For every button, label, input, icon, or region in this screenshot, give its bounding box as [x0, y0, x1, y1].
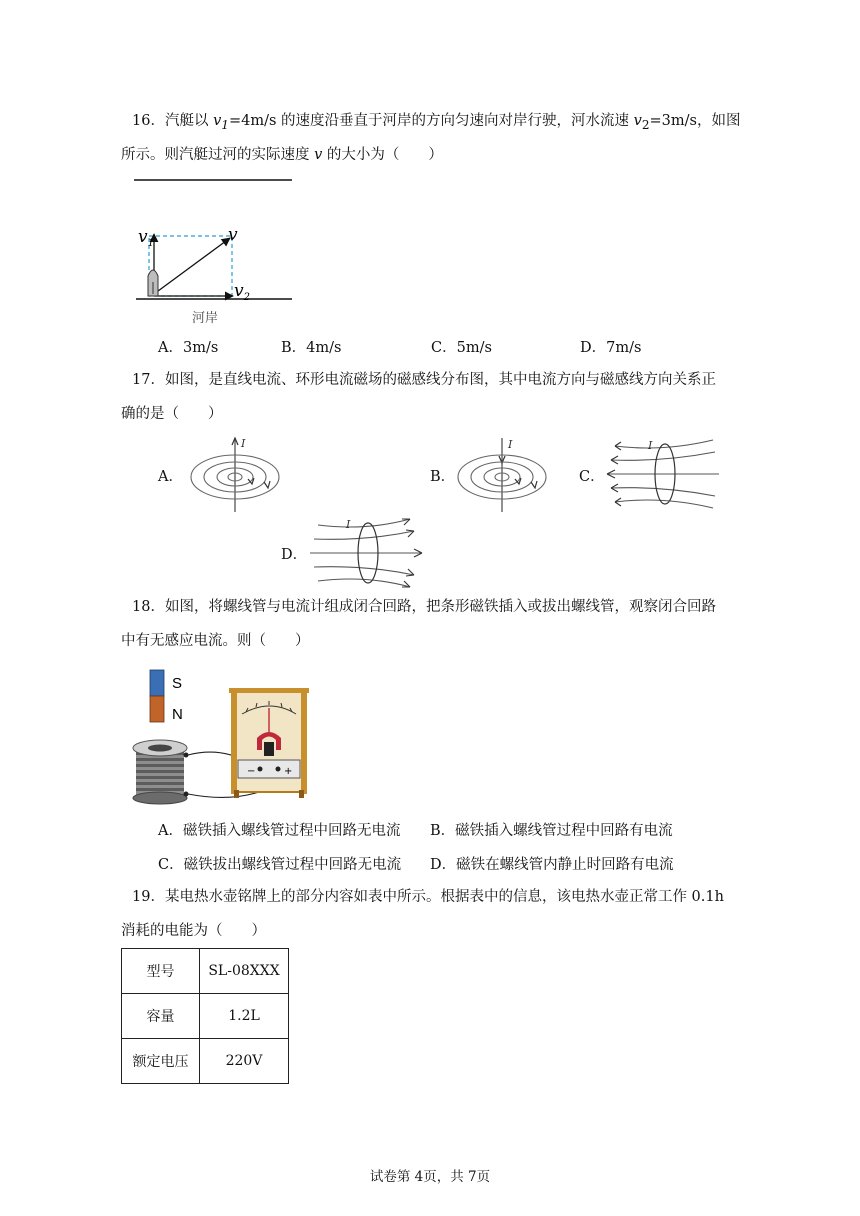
table-cell: 型号 — [122, 949, 200, 994]
q18-option-c[interactable]: C．磁铁拔出螺线管过程中回路无电流 — [158, 857, 402, 873]
q17-figure-d[interactable] — [306, 517, 426, 589]
table-row — [122, 949, 289, 994]
meter-minus-label: − — [247, 766, 256, 777]
q16-velocity-figure — [130, 176, 310, 336]
q17-option-b-label[interactable]: B． — [430, 469, 456, 485]
svg-text:I: I — [346, 518, 351, 531]
svg-text:I: I — [241, 437, 246, 450]
bar-magnet-icon — [150, 670, 164, 722]
table-cell: 容量 — [122, 994, 200, 1039]
q17-stem-line2: 确的是（ ） — [121, 406, 223, 422]
table-cell: 额定电压 — [122, 1039, 200, 1084]
q18-option-b[interactable]: B．磁铁插入螺线管过程中回路有电流 — [430, 823, 673, 839]
table-row — [122, 1039, 289, 1084]
boat-icon — [148, 270, 158, 296]
q17-figure-a[interactable] — [188, 436, 283, 514]
q19-stem-line1: 19．某电热水壶铭牌上的部分内容如表中所示。根据表中的信息，该电热水壶正常工作 0.1h — [132, 889, 724, 905]
fig-v-label: v — [228, 225, 238, 245]
q18-option-a[interactable]: A．磁铁插入螺线管过程中回路无电流 — [158, 823, 401, 839]
table-cell: 220V — [200, 1039, 289, 1084]
v-arrow — [154, 238, 230, 294]
q17-option-c-label[interactable]: C． — [579, 469, 605, 485]
magnet-s-label: S — [172, 675, 183, 692]
q16-option-b[interactable]: B．4m/s — [281, 340, 342, 356]
q17-figure-b[interactable] — [455, 436, 550, 514]
svg-text:I: I — [508, 438, 513, 451]
meter-plus-label: + — [284, 766, 293, 777]
fig-v1-label: $v_1$ — [138, 227, 154, 249]
q18-option-d[interactable]: D．磁铁在螺线管内静止时回路有电流 — [430, 857, 674, 873]
q17-option-d-label[interactable]: D． — [281, 547, 308, 563]
magnet-n-label: N — [172, 706, 183, 723]
q16-stem-line2: 所示。则汽艇过河的实际速度 v 的大小为（ ） — [121, 147, 443, 163]
table-row — [122, 994, 289, 1039]
q16-option-c[interactable]: C．5m/s — [431, 340, 492, 356]
galvanometer-icon — [229, 688, 309, 798]
fig-bank-label: 河岸 — [192, 311, 219, 326]
q18-stem-line1: 18．如图，将螺线管与电流计组成闭合回路，把条形磁铁插入或拔出螺线管，观察闭合回路 — [132, 599, 716, 615]
q17-figure-c[interactable] — [603, 438, 723, 510]
q16-stem-line1: 16．汽艇以 $v_1=4m/s$ 的速度沿垂直于河岸的方向匀速向对岸行驶，河水流速 $v_2=3m/s$，如图 — [132, 113, 741, 132]
q19-spec-table — [121, 948, 289, 1084]
q16-option-a[interactable]: A．3m/s — [158, 340, 219, 356]
table-cell: 1.2L — [200, 994, 289, 1039]
solenoid-coil-icon — [133, 740, 189, 804]
svg-text:I: I — [648, 439, 653, 452]
q18-stem-line2: 中有无感应电流。则（ ） — [121, 633, 310, 649]
q17-option-a-label[interactable]: A． — [158, 469, 183, 485]
q19-stem-line2: 消耗的电能为（ ） — [121, 923, 266, 939]
q16-option-d[interactable]: D．7m/s — [580, 340, 642, 356]
page-footer: 试卷第 4页，共 7页 — [369, 1169, 491, 1185]
q17-stem-line1: 17．如图，是直线电流、环形电流磁场的磁感线分布图，其中电流方向与磁感线方向关系正 — [132, 372, 716, 388]
q18-apparatus-figure — [130, 664, 315, 806]
fig-v2-label: $v_2$ — [234, 281, 250, 303]
table-cell: SL-08XXX — [200, 949, 289, 994]
